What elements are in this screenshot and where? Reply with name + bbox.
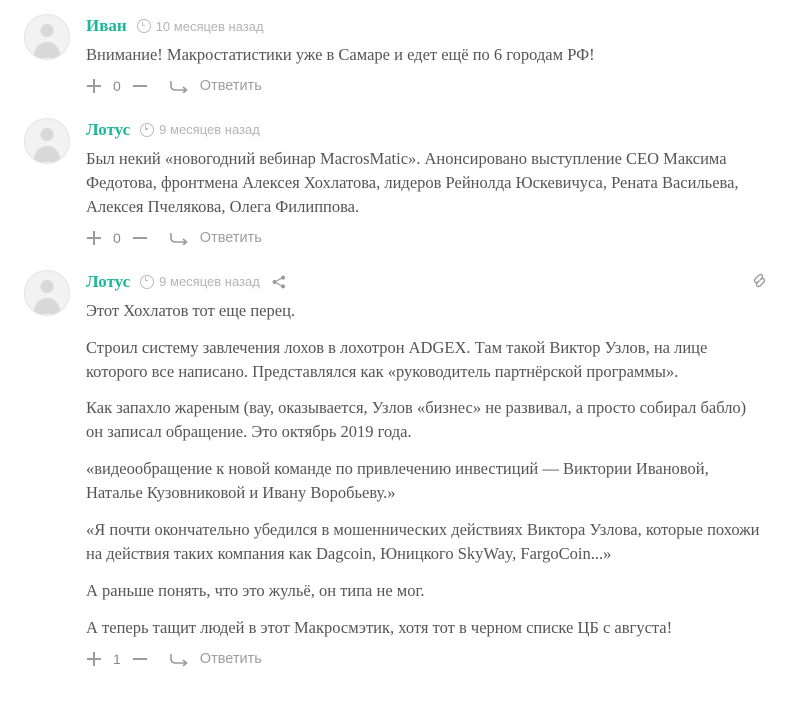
avatar (24, 14, 70, 60)
link-icon[interactable] (752, 273, 767, 288)
reply-button[interactable]: Ответить (199, 77, 262, 94)
reply-arrow-icon[interactable] (170, 231, 188, 245)
share-icon[interactable] (272, 275, 286, 289)
comment-body (86, 270, 767, 667)
comment-paragraph: Этот Хохлатов тот еще перец. (86, 300, 296, 320)
comment-meta (86, 272, 767, 292)
downvote-button[interactable] (132, 78, 148, 94)
comment-text (86, 43, 767, 67)
comment-paragraph: Был некий «новогодний вебинар MacrosMatic». Анонсировано выступление СЕО Максима Федотова, фронтмена Алексея Хохлатова, лидеров Рейнолда Юскевичуса, Рената Васильева, Алексея Пчелякова, Олега Филиппова. (86, 148, 739, 216)
avatar (24, 270, 70, 316)
comment-paragraph: Как запахло жареным (вау, оказывается, Узлов «бизнес» не развивал, а просто собирал бабло) он записал обращение. Это октябрь 2019 года. (86, 398, 747, 442)
upvote-button[interactable] (86, 230, 102, 246)
vote-count: 0 (113, 229, 121, 246)
comment-actions (86, 651, 767, 667)
comment-paragraph: Внимание! Макростатистики уже в Самаре и едет ещё по 6 городам РФ! (86, 45, 595, 64)
clock-icon (137, 19, 151, 33)
reply-button[interactable]: Ответить (199, 229, 262, 246)
reply-arrow-icon[interactable] (170, 652, 188, 666)
comment-timestamp: 9 месяцев назад (159, 274, 260, 290)
comment-meta (86, 120, 767, 140)
avatar-body (34, 42, 60, 58)
vote-count: 0 (113, 77, 121, 94)
reply-button[interactable]: Ответить (199, 650, 262, 667)
clock-icon (140, 123, 154, 137)
comment-paragraph: А раньше понять, что это жульё, он типа не мог. (86, 580, 425, 600)
comment-item (24, 118, 767, 246)
avatar-head (41, 128, 54, 141)
comment-actions (86, 230, 767, 246)
avatar-head (41, 24, 54, 37)
comment-timestamp: 10 месяцев назад (155, 18, 264, 34)
downvote-button[interactable] (132, 230, 148, 246)
comment-author[interactable]: Лотус (86, 271, 131, 291)
comment-body (86, 14, 767, 94)
avatar-body (34, 146, 60, 162)
comment-paragraph: «видеообращение к новой команде по привлечению инвестиций — Виктории Ивановой, Наталье Кузовниковой и Ивану Воробьеву.» (86, 459, 709, 503)
comment-text (86, 147, 767, 219)
comment-actions (86, 78, 767, 94)
vote-count: 1 (113, 650, 121, 667)
comment-paragraph: Строил систему завлечения лохов в лохотрон ADGEX. Там такой Виктор Узлов, на лице которого все написано. Представлялся как «руководитель партнёрской программы». (86, 337, 708, 381)
comment-paragraph: «Я почти окончательно убедился в мошеннических действиях Виктора Узлова, которые похожи на действия таких компания как Dagcoin, Юницкого SkyWay, FargoCoin...» (86, 520, 760, 564)
comment-text (86, 299, 767, 640)
downvote-button[interactable] (132, 651, 148, 667)
upvote-button[interactable] (86, 78, 102, 94)
clock-icon (140, 275, 154, 289)
comment-author[interactable]: Лотус (86, 119, 131, 139)
upvote-button[interactable] (86, 651, 102, 667)
comment-paragraph: А теперь тащит людей в этот Макросмэтик, хотя тот в черном списке ЦБ с августа! (86, 617, 673, 637)
avatar-body (34, 298, 60, 314)
avatar-head (41, 280, 54, 293)
avatar (24, 118, 70, 164)
reply-arrow-icon[interactable] (170, 79, 188, 93)
comment-timestamp: 9 месяцев назад (159, 122, 260, 138)
comment-author[interactable]: Иван (86, 16, 127, 35)
comment-item (24, 270, 767, 667)
comment-meta (86, 16, 767, 36)
comment-item (24, 14, 767, 94)
comment-body (86, 118, 767, 246)
